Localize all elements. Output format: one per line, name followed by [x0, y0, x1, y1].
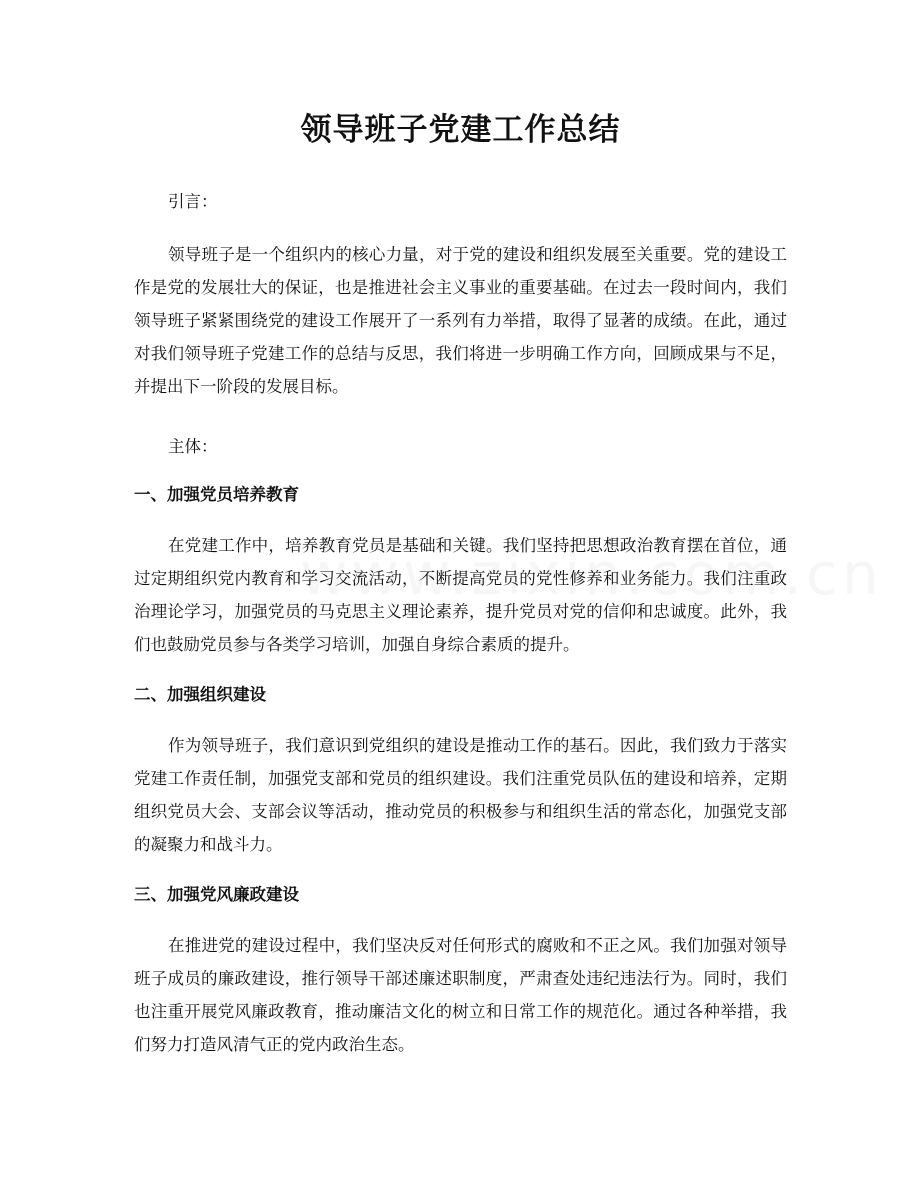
section-paragraph-2: 作为领导班子，我们意识到党组织的建设是推动工作的基石。因此，我们致力于落实党建工作责任制，加强党支部和党员的组织建设。我们注重党员队伍的建设和培养，定期组织党员大会、支部会议等活动，推动党员的积极参与和组织生活的常态化，加强党支部的凝聚力和战斗力。: [134, 736, 787, 854]
intro-paragraph: 领导班子是一个组织内的核心力量，对于党的建设和组织发展至关重要。党的建设工作是党的发展壮大的保证，也是推进社会主义事业的重要基础。在过去一段时间内，我们领导班子紧紧围绕党的建设工作展开了一系列有力举措，取得了显著的成绩。在此，通过对我们领导班子党建工作的总结与反思，我们将进一步明确工作方向，回顾成果与不足，并提出下一阶段的发展目标。: [134, 245, 787, 396]
section-heading-2: 二、加强组织建设: [134, 685, 266, 704]
body-label: 主体：: [168, 437, 218, 456]
section-paragraph-3: 在推进党的建设过程中，我们坚决反对任何形式的腐败和不正之风。我们加强对领导班子成员的廉政建设，推行领导干部述廉述职制度，严肃查处违纪违法行为。同时，我们也注重开展党风廉政教育，推动廉洁文化的树立和日常工作的规范化。通过各种举措，我们努力打造风清气正的党内政治生态。: [134, 936, 787, 1054]
section-heading-3: 三、加强党风廉政建设: [134, 885, 299, 904]
intro-label: 引言：: [168, 192, 218, 211]
document-title: 领导班子党建工作总结: [300, 112, 621, 148]
section-paragraph-1: 在党建工作中，培养教育党员是基础和关键。我们坚持把思想政治教育摆在首位，通过定期组织党内教育和学习交流活动，不断提高党员的党性修养和业务能力。我们注重政治理论学习，加强党员的马克思主义理论素养，提升党员对党的信仰和忠诚度。此外，我们也鼓励党员参与各类学习培训，加强自身综合素质的提升。: [134, 536, 787, 654]
section-heading-1: 一、加强党员培养教育: [134, 485, 299, 504]
